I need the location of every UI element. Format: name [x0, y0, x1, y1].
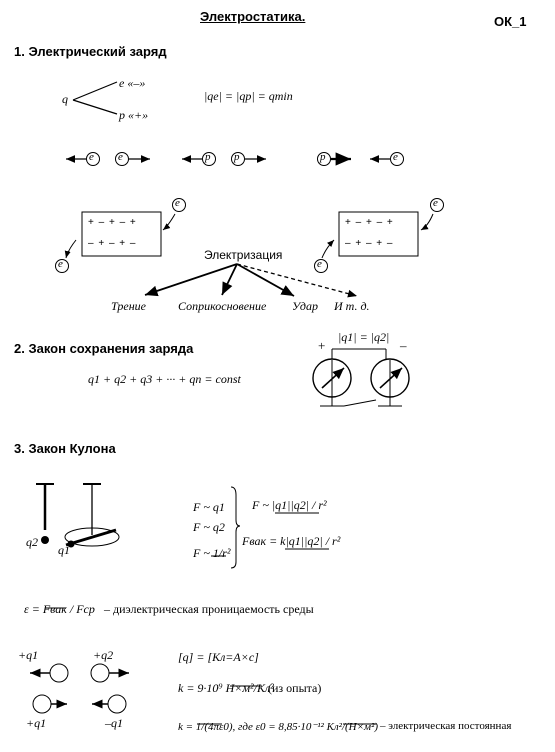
charge-q1-label: q1 [58, 543, 70, 557]
proportional-q1: F ~ q1 [193, 500, 225, 514]
electron-label: e [58, 258, 63, 270]
proton-label: p [205, 151, 211, 163]
electron-branch-label: e «–» [119, 76, 146, 90]
plus-sign: + [318, 338, 326, 353]
abs-charge-formula: |q1| = |q2| [338, 330, 390, 344]
k-value: k = 9·10⁹ Н×м²/Кл² [178, 681, 274, 695]
epsilon-definition: ε = Fвак / Fср [24, 602, 95, 616]
k-note: (из опыта) [268, 681, 322, 695]
force-charge-plus-q1: +q1 [26, 716, 47, 730]
force-charge-plus-q2: +q2 [93, 648, 114, 662]
coulomb-vacuum: Fвак = k|q1||q2| / r² [242, 534, 341, 548]
method-contact: Соприкосновение [178, 299, 267, 313]
proton-branch-label: p «+» [119, 108, 149, 122]
proton-label: p [234, 151, 240, 163]
method-friction: Трение [111, 299, 146, 313]
electron-label: e [175, 197, 180, 209]
electron-label: e [118, 151, 123, 163]
plate-left-bottom-signs: – + – + – [88, 238, 137, 249]
eps0-description: – электрическая постоянная [380, 720, 512, 732]
plate-left-top-signs: + – + – + [88, 217, 137, 228]
k-formula: k = 1/(4πε0), где ε0 = 8,85·10⁻¹² Кл²/(Н×м²) [178, 721, 379, 733]
plate-right-top-signs: + – + – + [345, 217, 394, 228]
charge-equality-formula: |qe| = |qp| = qmin [204, 89, 293, 103]
minus-sign: – [400, 338, 407, 353]
proton-label: p [320, 151, 326, 163]
electron-label: e [89, 151, 94, 163]
charge-q2-label: q2 [26, 535, 38, 549]
charge-unit: [q] = [Кл=А×с] [178, 650, 259, 664]
force-charge-plus-q1: +q1 [18, 648, 39, 662]
proportional-q2: F ~ q2 [193, 520, 225, 534]
section1-heading: 1. Электрический заряд [14, 44, 167, 59]
proportional-r: F ~ 1/r² [193, 546, 231, 560]
electrization-label: Электризация [204, 248, 283, 262]
plate-right-bottom-signs: – + – + – [345, 238, 394, 249]
force-charge-minus-q1: –q1 [105, 716, 123, 730]
method-impact: Удар [292, 299, 318, 313]
electron-label: e [317, 258, 322, 270]
section2-heading: 2. Закон сохранения заряда [14, 341, 194, 356]
epsilon-description: – диэлектрическая проницаемость среды [104, 602, 314, 616]
section3-heading: 3. Закон Кулона [14, 441, 116, 456]
charge-q-label: q [62, 92, 68, 106]
electron-label: e [433, 197, 438, 209]
conservation-formula: q1 + q2 + q3 + ··· + qn = const [88, 372, 241, 386]
coulomb-proportional: F ~ |q1||q2| / r² [252, 498, 327, 512]
method-etc: И т. д. [334, 299, 370, 313]
document-code: ОК_1 [494, 14, 527, 29]
page-title: Электростатика. [200, 9, 306, 24]
electron-label: e [393, 151, 398, 163]
